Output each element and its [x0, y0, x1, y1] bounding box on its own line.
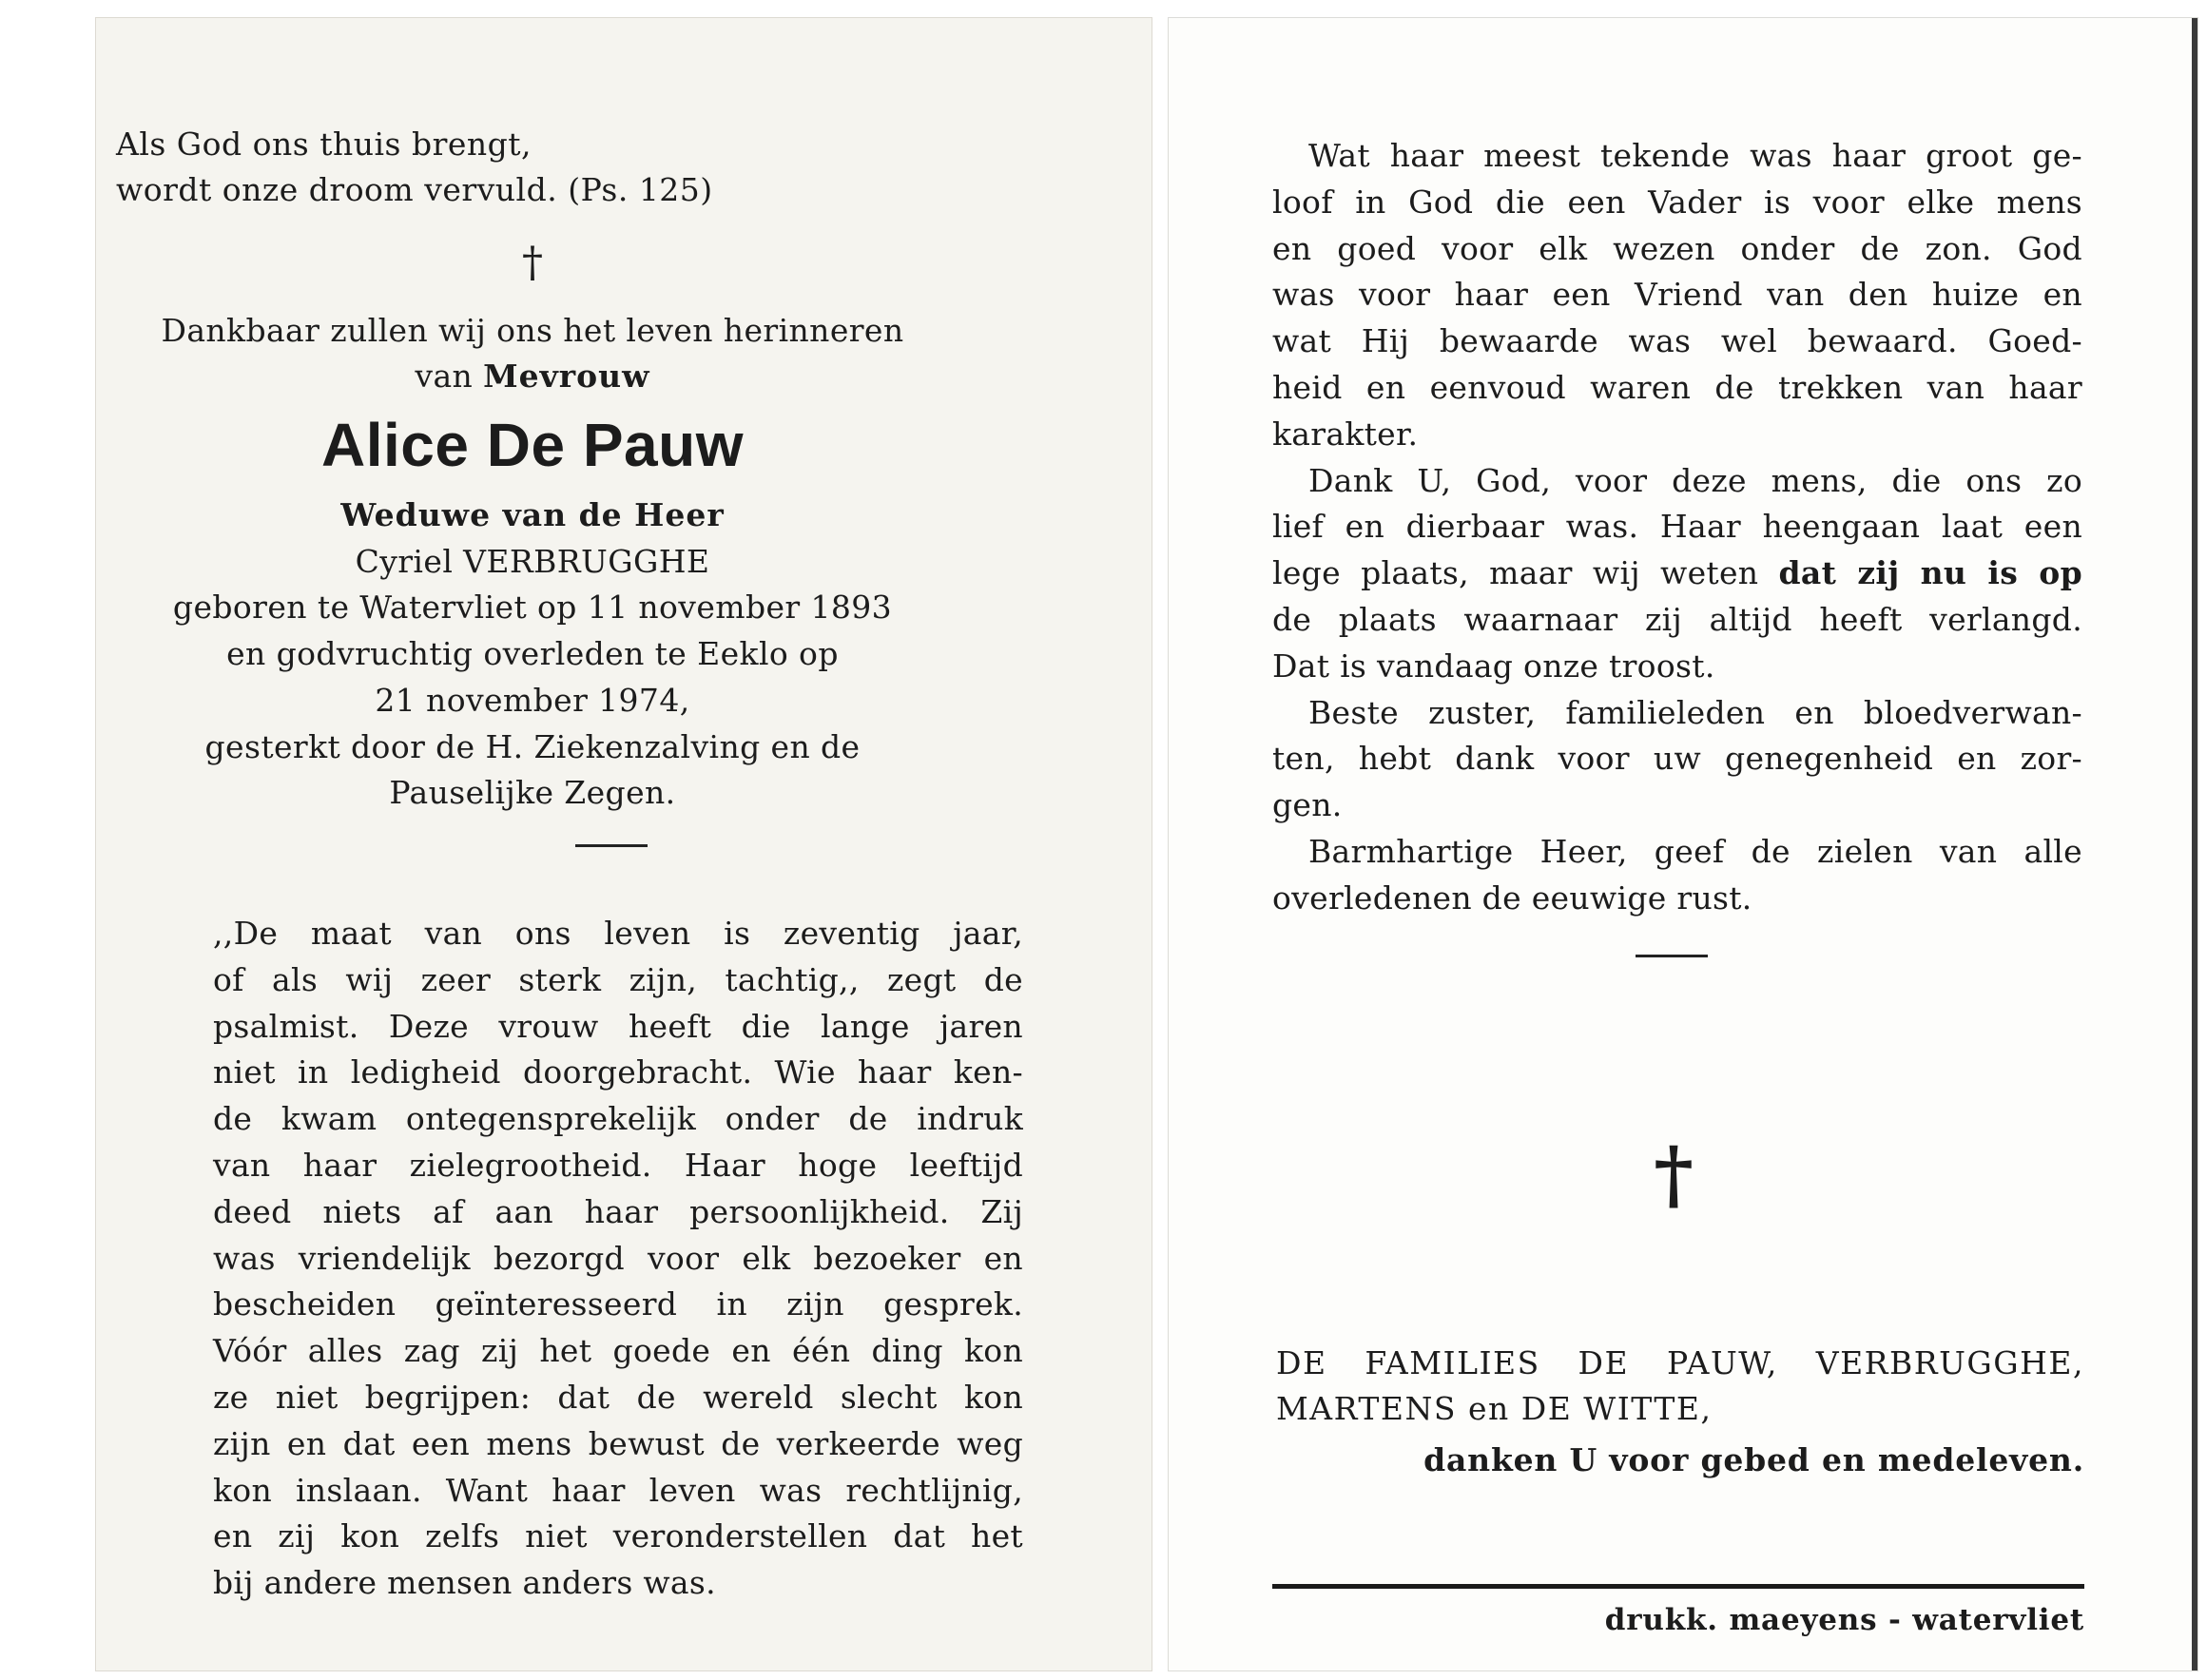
- tribute-line: Dat is vandaag onze troost.: [1272, 647, 1715, 685]
- psalm-line: bij andere mensen anders was.: [213, 1564, 716, 1602]
- tribute-line: [1272, 550, 2082, 597]
- psalm-line: ,,De maat van ons leven is zeventig jaar,: [213, 915, 1023, 952]
- deceased-name: Alice De Pauw: [321, 411, 744, 479]
- intro-title-line: [114, 354, 951, 399]
- psalm-line: en zij kon zelfs niet veronderstellen dat het: [213, 1517, 1023, 1555]
- intro-van: van: [415, 357, 484, 395]
- psalm-line: Vóór alles zag zij het goede en één ding kon: [213, 1332, 1023, 1370]
- tribute-line: loof in God die een Vader is voor elke mens: [1272, 183, 2082, 221]
- motto-line: wordt onze droom vervuld. (Ps. 125): [116, 171, 713, 208]
- tribute-line: en goed voor elk wezen onder de zon. God: [1272, 229, 2082, 267]
- tribute-line: karakter.: [1272, 415, 1419, 453]
- tribute-line: Wat haar meest tekende was haar groot ge-: [1308, 137, 2082, 174]
- bio-line: Pauselijke Zegen.: [389, 774, 676, 812]
- psalm-line: of als wij zeer sterk zijn, tachtig,, zegt de: [213, 960, 1023, 998]
- divider: [1636, 955, 1708, 957]
- tribute-line: overledenen de eeuwige rust.: [1272, 879, 1752, 917]
- families-line: MARTENS en DE WITTE,: [1276, 1390, 1713, 1427]
- thanks-line: danken U voor gebed en medeleven.: [1423, 1441, 2084, 1478]
- tribute-line: Barmhartige Heer, geef de zielen van alle: [1308, 832, 2082, 870]
- intro-line: Dankbaar zullen wij ons het leven herinneren: [161, 312, 904, 349]
- printer-credit: drukk. maeyens - watervliet: [1604, 1603, 2084, 1637]
- psalm-line: ze niet begrijpen: dat de wereld slecht kon: [213, 1378, 1023, 1416]
- tribute-line: was voor haar een Vriend van den huize en: [1272, 276, 2082, 314]
- families-names: [1276, 1341, 2084, 1432]
- intro-title: Mevrouw: [483, 357, 650, 395]
- psalm-line: kon inslaan. Want haar leven was rechtlijnig,: [213, 1471, 1023, 1509]
- tribute-line: lief en dierbaar was. Haar heengaan laat een: [1272, 508, 2082, 546]
- bio-line: 21 november 1974,: [375, 681, 690, 719]
- psalm-line: zijn en dat een mens bewust de verkeerde weg: [213, 1424, 1023, 1462]
- biography: [114, 492, 951, 817]
- families-line: DE FAMILIES DE PAUW, VERBRUGGHE,: [1276, 1344, 2084, 1381]
- footer-rule: [1272, 1584, 2084, 1589]
- psalm-line: psalmist. Deze vrouw heeft die lange jaren: [213, 1007, 1023, 1045]
- psalm-line: was vriendelijk bezorgd voor elk bezoeker en: [213, 1239, 1023, 1277]
- divider: [575, 844, 648, 847]
- tribute-line: de plaats waarnaar zij altijd heeft verlangd.: [1272, 600, 2082, 638]
- tribute-segment: lege plaats, maar wij weten: [1272, 554, 1779, 592]
- cross-icon: †: [1654, 1130, 1694, 1219]
- psalm-line: van haar zielegrootheid. Haar hoge leeftijd: [213, 1146, 1023, 1184]
- psalm-paragraph: [213, 911, 1023, 1607]
- psalm-line: bescheiden geïnteresseerd in zijn gesprek.: [213, 1285, 1023, 1323]
- tribute-line: wat Hij bewaarde was wel bewaard. Goed-: [1272, 322, 2082, 360]
- remembrance-intro: [114, 308, 951, 399]
- tribute-text: [1272, 133, 2082, 922]
- widow-line: Weduwe van de Heer: [340, 496, 725, 533]
- psalm-line: deed niets af aan haar persoonlijkheid. Zij: [213, 1192, 1023, 1230]
- motto-line: Als God ons thuis brengt,: [116, 126, 532, 163]
- tribute-line: Dank U, God, voor deze mens, die ons zo: [1308, 461, 2082, 499]
- bio-line: gesterkt door de H. Ziekenzalving en de: [204, 727, 861, 765]
- motto-verse: [116, 122, 839, 213]
- psalm-line: de kwam ontegensprekelijk onder de indruk: [213, 1100, 1023, 1138]
- bio-line: geboren te Watervliet op 11 november 1893: [172, 589, 893, 627]
- bio-line: en godvruchtig overleden te Eeklo op: [226, 635, 839, 673]
- tribute-line: gen.: [1272, 786, 1343, 824]
- tribute-line: ten, hebt dank voor uw genegenheid en zor-: [1272, 740, 2082, 778]
- tribute-line: heid en eenvoud waren de trekken van haar: [1272, 368, 2082, 406]
- tribute-segment-bold: dat zij nu is op: [1778, 554, 2082, 592]
- tribute-line: Beste zuster, familieleden en bloedverwan-: [1308, 693, 2082, 731]
- spouse-name: Cyriel VERBRUGGHE: [355, 542, 710, 580]
- psalm-line: niet in ledigheid doorgebracht. Wie haar ken-: [213, 1053, 1023, 1091]
- cross-icon: †: [522, 239, 543, 287]
